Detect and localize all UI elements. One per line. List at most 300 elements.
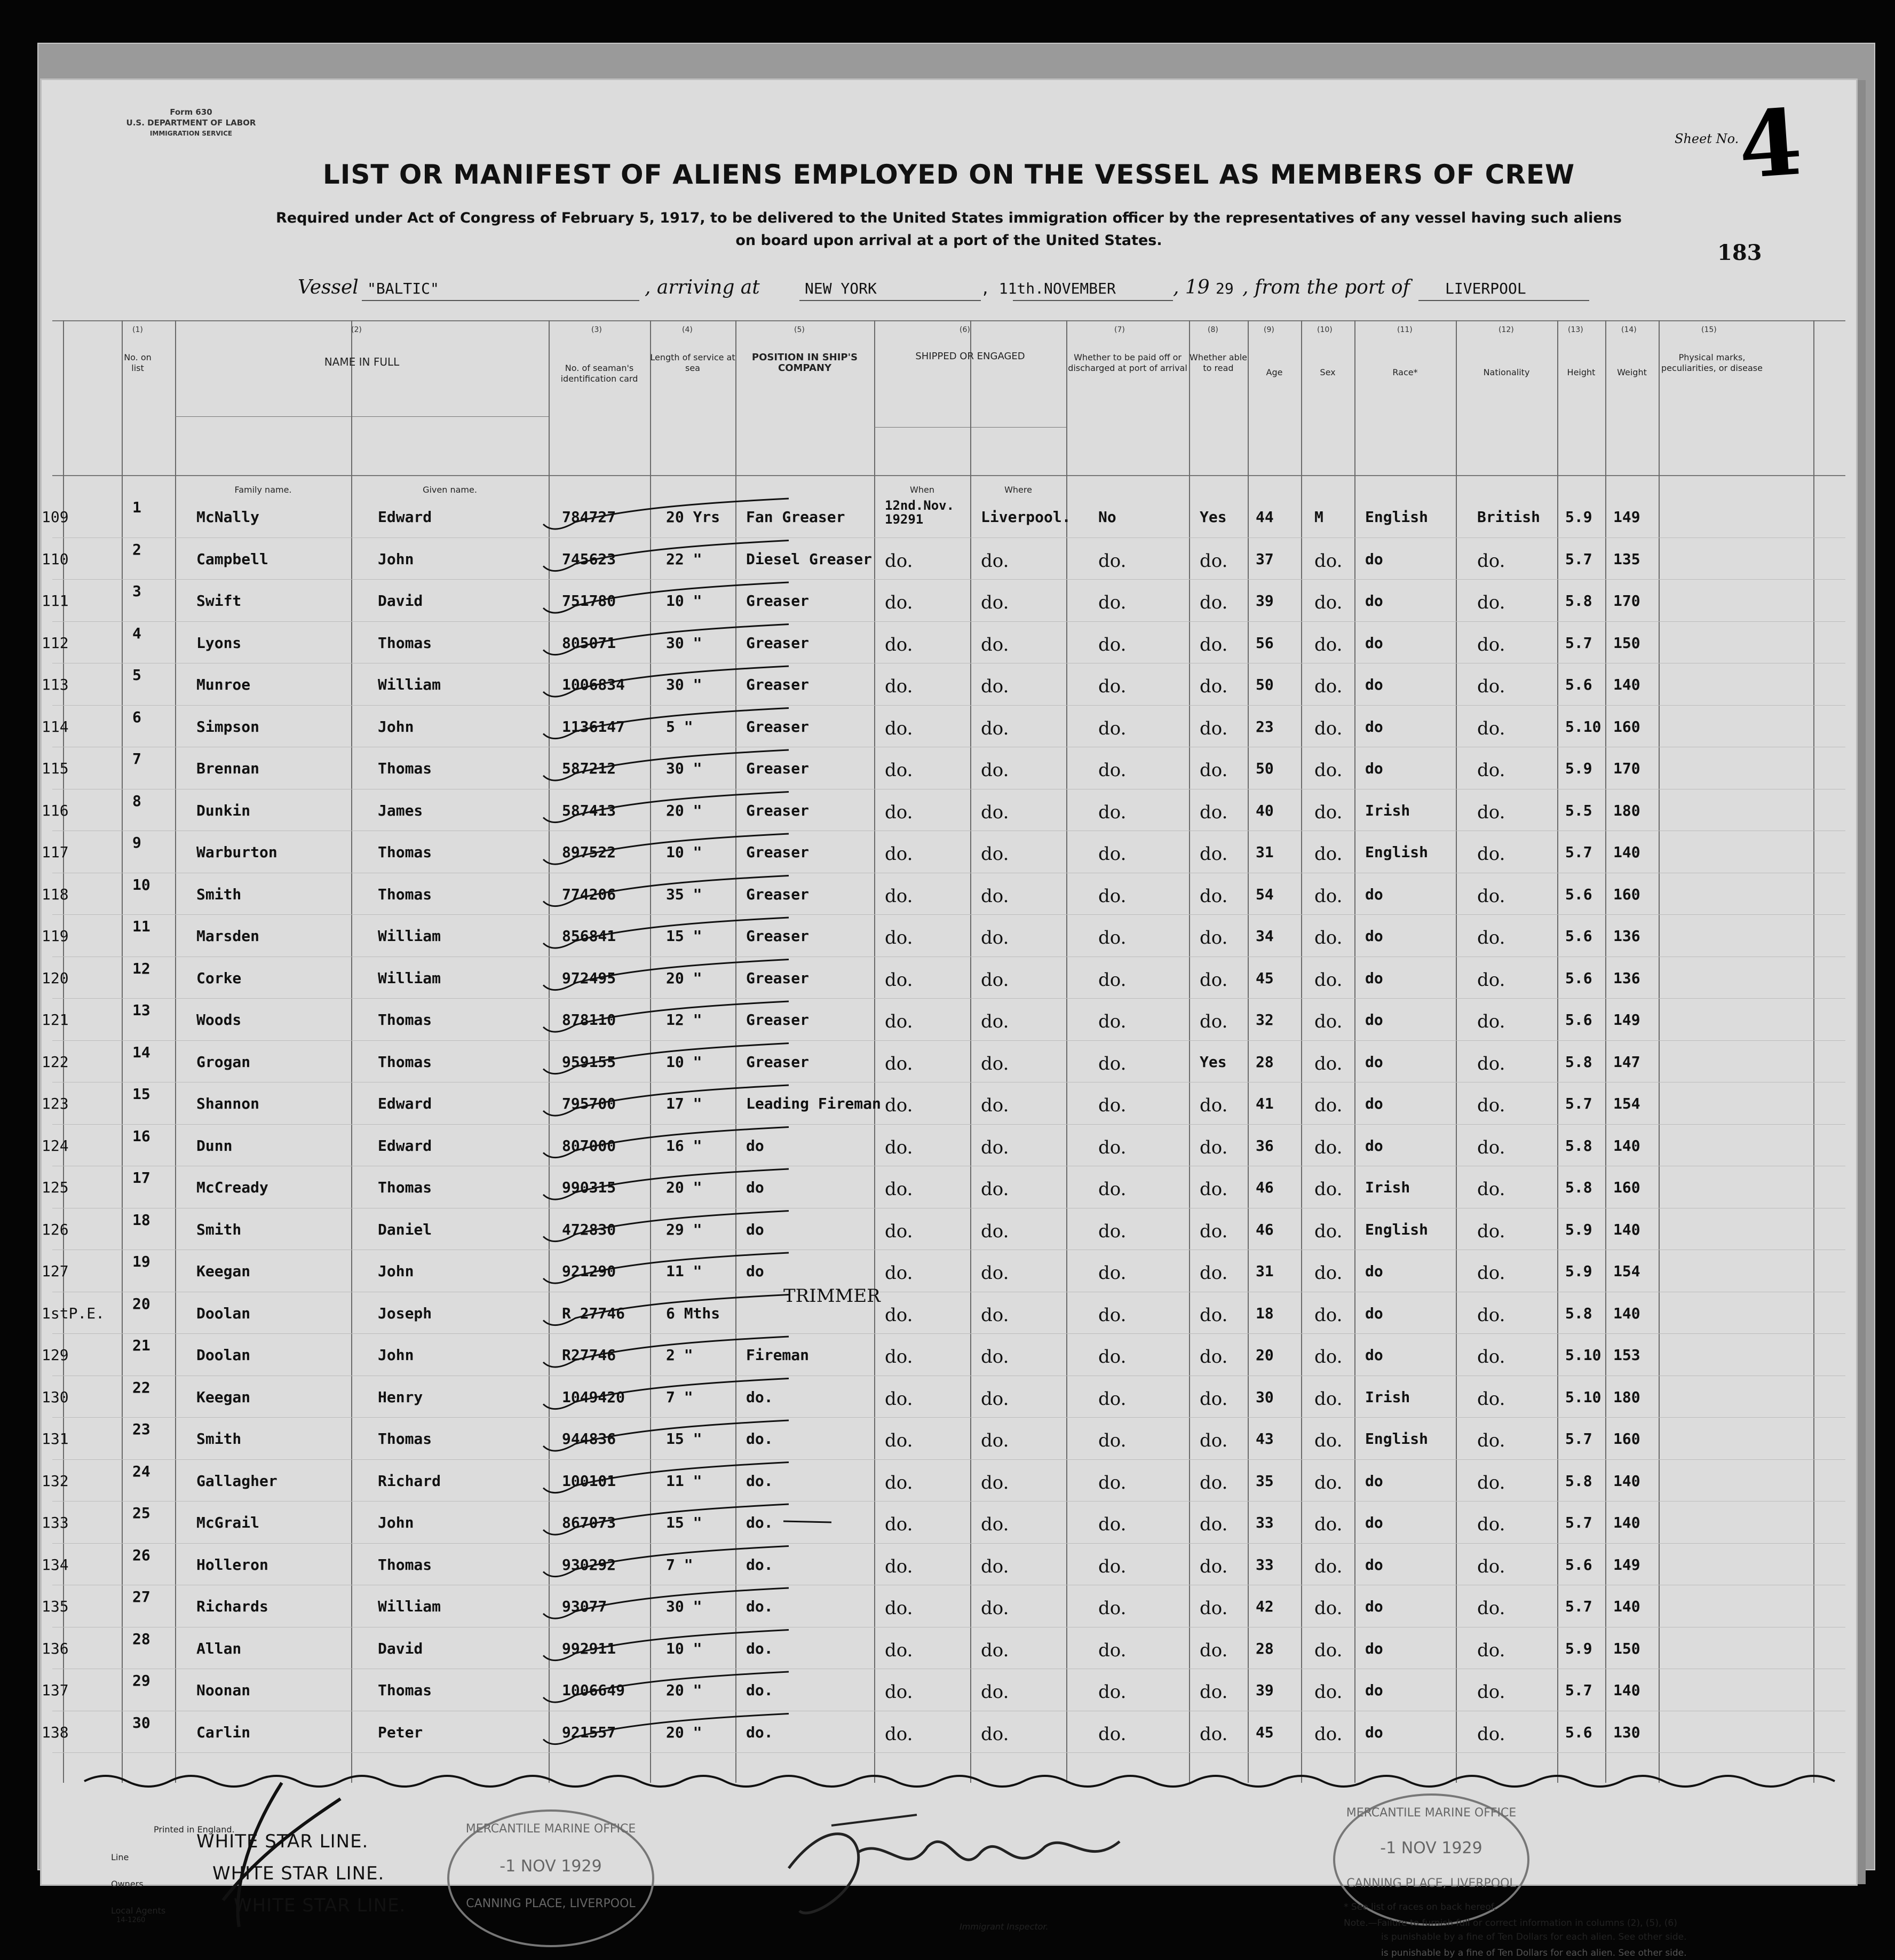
cell-ref: 124 [42,1136,69,1155]
check-mark [543,960,789,990]
cell-read: do. [1200,634,1228,655]
cell-given: William [378,969,441,987]
cell-read: do. [1200,1430,1228,1451]
cell-height: 5.6 [1565,969,1592,987]
cell-family: Carlin [196,1723,251,1741]
cell-when: do. [885,760,913,781]
cell-card: 990315 [562,1179,616,1196]
cell-card: 587413 [562,801,616,819]
cell-card: 100101 [562,1472,616,1490]
cell-age: 31 [1256,843,1274,861]
cell-service: 2 " [666,1346,693,1364]
cell-weight: 153 [1613,1346,1640,1364]
cell-ref: 121 [42,1011,69,1029]
cell-when: do. [885,1514,913,1535]
cell-height: 5.6 [1565,1011,1592,1029]
cell-weight: 140 [1613,1304,1640,1322]
cell-ref: 109 [42,508,69,526]
family-name-header: Family name. [234,485,292,495]
cell-when: do. [885,1304,913,1326]
year-prefix: , 19 [1173,276,1210,298]
cell-when: do. [885,801,913,823]
cell-age: 44 [1256,508,1274,526]
cell-when: do. [885,885,913,907]
check-mark [543,582,789,613]
owners-label: Owners [111,1879,144,1889]
cell-card: 1006834 [562,676,625,693]
cell-service: 12 " [666,1011,702,1029]
cell-given: John [378,1262,414,1280]
cell-family: McCready [196,1179,268,1196]
column-number: (11) [1397,326,1413,334]
cell-race: do [1365,717,1383,736]
cell-family: McGrail [196,1514,260,1531]
cell-service: 10 " [666,843,702,861]
cell-age: 54 [1256,885,1274,903]
cell-weight: 160 [1613,1430,1640,1448]
cell-weight: 160 [1613,885,1640,903]
cell-nationality: do. [1477,1472,1505,1493]
check-mark [543,1001,789,1032]
cell-position: do. [746,1639,773,1657]
stamp-left-bottom: CANNING PLACE, LIVERPOOL [466,1897,636,1910]
cell-paid: do. [1098,1095,1127,1116]
cell-nationality: do. [1477,1304,1505,1326]
cell-position: Greaser [746,634,810,652]
cell-position: Greaser [746,843,810,861]
cell-no: 22 [132,1378,150,1396]
cell-nationality: British [1477,508,1541,526]
cell-when: do. [885,1598,913,1619]
cell-given: David [378,1639,423,1657]
cell-where: do. [981,1681,1009,1703]
cell-sex: do. [1314,1472,1343,1493]
cell-no: 7 [132,750,141,768]
cell-weight: 150 [1613,1639,1640,1657]
cell-sex: do. [1314,1304,1343,1326]
cell-read: do. [1200,1514,1228,1535]
check-mark [543,1379,789,1409]
cell-when: do. [885,1220,913,1242]
cell-when: do. [885,634,913,655]
cross-out-mark [212,1777,351,1938]
cell-read: do. [1200,843,1228,865]
cell-weight: 135 [1613,550,1640,568]
cell-no: 26 [132,1546,150,1564]
cell-card: 472830 [562,1220,616,1238]
cell-given: Thomas [378,1430,432,1448]
vessel-label: Vessel [298,276,359,298]
cell-nationality: do. [1477,843,1505,865]
cell-ref: 112 [42,634,69,652]
cell-family: Swift [196,592,242,610]
column-number: (13) [1568,326,1583,334]
cell-position: Greaser [746,676,810,693]
cell-given: Thomas [378,843,432,861]
cell-paid: do. [1098,634,1127,655]
cell-when: do. [885,1053,913,1074]
check-mark [543,1588,789,1618]
cell-service: 30 " [666,634,702,652]
cell-where: do. [981,1095,1009,1116]
cell-position: Diesel Greaser [746,550,873,568]
cell-age: 23 [1256,717,1274,736]
cell-position: Greaser [746,1011,810,1029]
cell-given: John [378,1346,414,1364]
vessel-underline [362,300,639,301]
cell-race: do [1365,1262,1383,1280]
cell-read: do. [1200,1136,1228,1158]
cell-given: Thomas [378,760,432,777]
cell-when: do. [885,592,913,613]
cell-card: 784727 [562,508,616,526]
cell-when: do. [885,676,913,697]
cell-sex: do. [1314,1095,1343,1116]
cell-sex: do. [1314,1136,1343,1158]
race-note: * See list of races on back hereof. [1344,1902,1496,1912]
cell-nationality: do. [1477,1514,1505,1535]
cell-no: 6 [132,708,141,726]
cell-paid: do. [1098,1681,1127,1703]
cell-weight: 160 [1613,717,1640,736]
cell-nationality: do. [1477,1598,1505,1619]
note-line-2: is punishable by a fine of Ten Dollars for each alien. See other side. [1381,1932,1687,1942]
cell-height: 5.6 [1565,885,1592,903]
column-number: (4) [682,326,693,334]
cell-no: 2 [132,540,141,558]
cell-read: do. [1200,969,1228,991]
cell-service: 7 " [666,1555,693,1574]
cell-given: Thomas [378,1011,432,1029]
cell-height: 5.6 [1565,927,1592,945]
cell-weight: 154 [1613,1095,1640,1112]
vessel-name: "BALTIC" [367,280,439,297]
cell-nationality: do. [1477,1136,1505,1158]
cell-position: do [746,1220,764,1238]
from-label: , from the port of [1242,276,1410,298]
cell-paid: do. [1098,1053,1127,1074]
check-mark [543,1630,789,1661]
cell-card: R 27746 [562,1304,625,1322]
cell-read: Yes [1200,508,1227,526]
cell-given: John [378,717,414,736]
cell-given: William [378,676,441,693]
cell-service: 20 Yrs [666,508,720,526]
cell-nationality: do. [1477,1723,1505,1745]
cell-nationality: do. [1477,1179,1505,1200]
cell-no: 1 [132,499,141,516]
cell-ref: 1stP.E. [42,1304,105,1322]
cell-paid: do. [1098,1304,1127,1326]
cell-when: do. [885,1346,913,1368]
cell-family: Keegan [196,1262,251,1280]
cell-no: 11 [132,918,150,935]
cell-height: 5.6 [1565,1723,1592,1741]
cell-service: 11 " [666,1262,702,1280]
cell-given: Thomas [378,1555,432,1574]
cell-race: do [1365,969,1383,987]
cell-card: 745623 [562,550,616,568]
cell-age: 40 [1256,801,1274,819]
inspector-label: Immigrant Inspector. [960,1922,1049,1932]
col-card-header: No. of seaman's identification card [560,363,638,384]
column-number: (8) [1208,326,1218,334]
cell-card: 807000 [562,1136,616,1155]
cell-read: do. [1200,801,1228,823]
check-mark [543,499,789,529]
cell-card: 959155 [562,1053,616,1071]
column-number: (9) [1264,326,1274,334]
cell-age: 30 [1256,1388,1274,1406]
trimmer-strikeout [783,1521,831,1522]
cell-service: 15 " [666,1430,702,1448]
cell-read: do. [1200,550,1228,572]
cell-ref: 122 [42,1053,69,1071]
cell-ref: 133 [42,1514,69,1531]
cell-position: do. [746,1555,773,1574]
check-mark [543,918,789,948]
cell-sex: M [1314,508,1323,526]
col-race-header: Race* [1392,367,1418,377]
cell-nationality: do. [1477,760,1505,781]
note-line-3: is punishable by a fine of Ten Dollars for each alien. See other side. [1381,1948,1687,1958]
cell-service: 30 " [666,1598,702,1615]
form-number: Form 630 [170,107,212,117]
cell-age: 39 [1256,592,1274,610]
cell-given: Thomas [378,634,432,652]
cell-position: do. [746,1472,773,1490]
cell-where: do. [981,1514,1009,1535]
cell-position: do [746,1136,764,1155]
cell-given: William [378,927,441,945]
cell-card: 867073 [562,1514,616,1531]
cell-family: Noonan [196,1681,251,1699]
cell-ref: 132 [42,1472,69,1490]
cell-height: 5.10 [1565,1388,1601,1406]
cell-where: do. [981,969,1009,991]
col-weight-header: Weight [1617,367,1647,377]
cell-given: William [378,1598,441,1615]
cell-where: do. [981,1555,1009,1577]
cell-weight: 147 [1613,1053,1640,1071]
check-mark [543,708,789,739]
cell-family: McNally [196,508,260,526]
cell-nationality: do. [1477,592,1505,613]
cell-weight: 170 [1613,592,1640,610]
cell-family: Corke [196,969,242,987]
cell-read: do. [1200,1723,1228,1745]
cell-ref: 127 [42,1262,69,1280]
cell-weight: 160 [1613,1179,1640,1196]
cell-service: 20 " [666,1179,702,1196]
cell-where: do. [981,801,1009,823]
cell-no: 15 [132,1085,150,1103]
cell-service: 20 " [666,1723,702,1741]
cell-ref: 115 [42,760,69,777]
cell-height: 5.7 [1565,1095,1592,1112]
cell-paid: do. [1098,927,1127,949]
cell-ref: 119 [42,927,69,945]
cell-race: Irish [1365,801,1410,819]
cell-no: 10 [132,875,150,894]
cell-no: 25 [132,1504,150,1522]
cell-where: do. [981,676,1009,697]
cell-card: 1136147 [562,717,625,736]
cell-race: do [1365,1723,1383,1741]
cell-ref: 129 [42,1346,69,1364]
cell-weight: 136 [1613,927,1640,945]
cell-family: Smith [196,1220,242,1238]
cell-paid: do. [1098,1346,1127,1368]
cell-when: do. [885,1095,913,1116]
cell-when: do. [885,1723,913,1745]
cell-no: 30 [132,1713,150,1732]
from-underline [1418,300,1589,301]
cell-given: Thomas [378,1681,432,1699]
cell-height: 5.9 [1565,508,1592,526]
cell-sex: do. [1314,927,1343,949]
cell-where: do. [981,717,1009,739]
stamp-left-top: MERCANTILE MARINE OFFICE [465,1822,636,1836]
cell-age: 46 [1256,1179,1274,1196]
cell-no: 4 [132,624,141,642]
cell-age: 31 [1256,1262,1274,1280]
cell-age: 36 [1256,1136,1274,1155]
cell-where: do. [981,1598,1009,1619]
agents-value: WHITE STAR LINE. [234,1895,406,1916]
cell-given: Thomas [378,885,432,903]
cell-no: 3 [132,582,141,600]
cell-family: Allan [196,1639,242,1657]
cell-when: do. [885,1179,913,1200]
cell-paid: do. [1098,1598,1127,1619]
cell-race: do [1365,1598,1383,1615]
cell-race: do [1365,885,1383,903]
check-mark [543,1714,789,1744]
check-mark [543,1337,789,1367]
cell-ref: 120 [42,969,69,987]
cell-race: do [1365,1304,1383,1322]
cell-weight: 154 [1613,1262,1640,1280]
cell-weight: 140 [1613,1681,1640,1699]
cell-when: do. [885,1262,913,1284]
cell-paid: do. [1098,1220,1127,1242]
col-position-header: POSITION IN SHIP'S COMPANY [751,352,858,374]
cell-age: 37 [1256,550,1274,568]
cell-family: Simpson [196,717,260,736]
subtitle-line-1: Required under Act of Congress of February 5, 1917, to be delivered to the United States immigration officer by the representatives of any vessel having such aliens [275,210,1622,226]
cell-read: do. [1200,1095,1228,1116]
cell-weight: 149 [1613,508,1640,526]
cell-nationality: do. [1477,1220,1505,1242]
cell-age: 50 [1256,760,1274,777]
cell-paid: do. [1098,1723,1127,1745]
cell-given: Thomas [378,1179,432,1196]
cell-weight: 140 [1613,843,1640,861]
cell-service: 11 " [666,1472,702,1490]
cell-when: do. [885,927,913,949]
cell-given: Daniel [378,1220,432,1238]
check-mark [543,876,789,906]
column-number: (10) [1317,326,1333,334]
manifest-sheet [42,80,1856,1958]
cell-race: do [1365,1095,1383,1112]
cell-weight: 140 [1613,1220,1640,1238]
cell-given: Edward [378,1095,432,1112]
voyage-line [255,276,1589,303]
cell-sex: do. [1314,1639,1343,1661]
cell-ref: 138 [42,1723,69,1741]
cell-no: 19 [132,1253,150,1270]
cell-read: do. [1200,592,1228,613]
cell-sex: do. [1314,1179,1343,1200]
department-name: U.S. DEPARTMENT OF LABOR [126,118,256,128]
cell-nationality: do. [1477,1388,1505,1410]
check-mark [543,1169,789,1199]
cell-height: 5.9 [1565,1639,1592,1657]
cell-race: do [1365,1639,1383,1657]
cell-position: Greaser [746,717,810,736]
cell-no: 9 [132,834,141,851]
cell-no: 20 [132,1294,150,1313]
cell-height: 5.5 [1565,801,1592,819]
cell-height: 5.7 [1565,634,1592,652]
cell-where: do. [981,1472,1009,1493]
cell-height: 5.8 [1565,1179,1592,1196]
cell-where: do. [981,1220,1009,1242]
cell-height: 5.7 [1565,550,1592,568]
cell-age: 20 [1256,1346,1274,1364]
cell-service: 30 " [666,676,702,693]
cell-weight: 140 [1613,1472,1640,1490]
cell-service: 10 " [666,592,702,610]
check-mark [543,750,789,780]
cell-service: 22 " [666,550,702,568]
cell-family: Brennan [196,760,260,777]
cell-paid: do. [1098,676,1127,697]
cell-when: do. [885,717,913,739]
cell-ref: 111 [42,592,69,610]
cell-age: 32 [1256,1011,1274,1029]
cell-ref: 116 [42,801,69,819]
service-name: IMMIGRATION SERVICE [149,130,233,137]
cell-when: do. [885,843,913,865]
pen-ticks-layer [52,320,1845,1793]
col-sex-header: Sex [1320,367,1336,377]
cell-when: do. [885,1472,913,1493]
cell-family: Lyons [196,634,242,652]
cell-family: Woods [196,1011,242,1029]
where-header: Where [1004,485,1032,495]
cell-family: Marsden [196,927,260,945]
check-mark [543,1295,789,1325]
cell-age: 35 [1256,1472,1274,1490]
column-number: (7) [1114,326,1125,334]
cell-service: 10 " [666,1639,702,1657]
column-number: (15) [1701,326,1717,334]
column-number: (14) [1621,326,1637,334]
cell-when: do. [885,969,913,991]
date-underline [1013,300,1173,301]
column-number: (1) [132,326,143,334]
cell-service: 29 " [666,1220,702,1238]
cell-where: do. [981,1430,1009,1451]
check-mark [543,1044,789,1074]
cell-age: 41 [1256,1095,1274,1112]
cell-read: do. [1200,1304,1228,1326]
cell-service: 6 Mths [666,1304,720,1322]
cell-service: 20 " [666,1681,702,1699]
